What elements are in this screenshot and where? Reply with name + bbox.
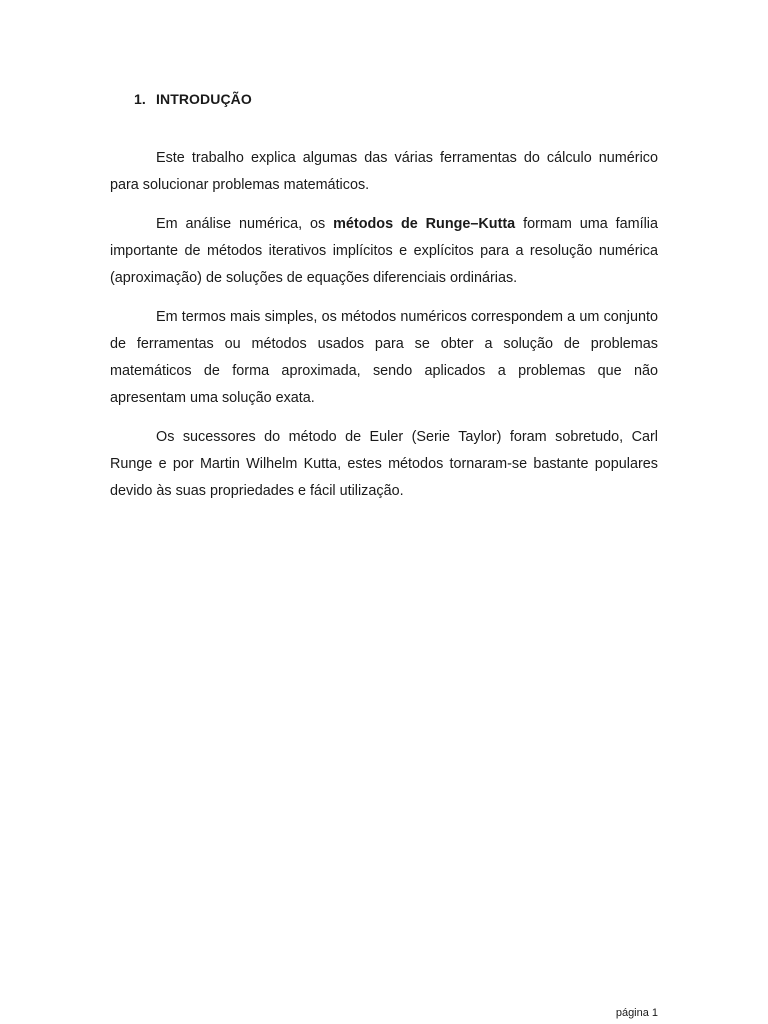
section-number: 1. xyxy=(134,91,146,107)
paragraph-2-after: formam uma família importante de métodos iterativos implícitos e explícitos para a resolução numérica (aproximação) de soluções de equações diferenciais ordinárias. xyxy=(110,216,658,286)
paragraph-2-before: Em análise numérica, os xyxy=(156,216,334,232)
section-heading xyxy=(134,91,252,107)
section-title: INTRODUÇÃO xyxy=(156,91,252,107)
document-body xyxy=(110,145,658,517)
page-number: 1 xyxy=(651,1007,658,1019)
footer-label: página xyxy=(615,1007,649,1019)
paragraph-2 xyxy=(110,211,658,292)
paragraph-1: Este trabalho explica algumas das várias ferramentas do cálculo numérico para solucionar problemas matemáticos. xyxy=(110,150,658,193)
paragraph-3: Em termos mais simples, os métodos numéricos correspondem a um conjunto de ferramentas ou métodos usados para se obter a solução de problemas matemáticos de forma aproximada, sendo aplicados a problemas que não apresentam uma solução exata. xyxy=(110,309,658,406)
paragraph-4: Os sucessores do método de Euler (Serie Taylor) foram sobretudo, Carl Runge e por Martin Wilhelm Kutta, estes métodos tornaram-se bastante populares devido às suas propriedades e fácil utilização. xyxy=(110,429,658,499)
paragraph-2-bold-term: métodos de Runge–Kutta xyxy=(333,216,516,232)
page-footer xyxy=(613,1007,658,1019)
